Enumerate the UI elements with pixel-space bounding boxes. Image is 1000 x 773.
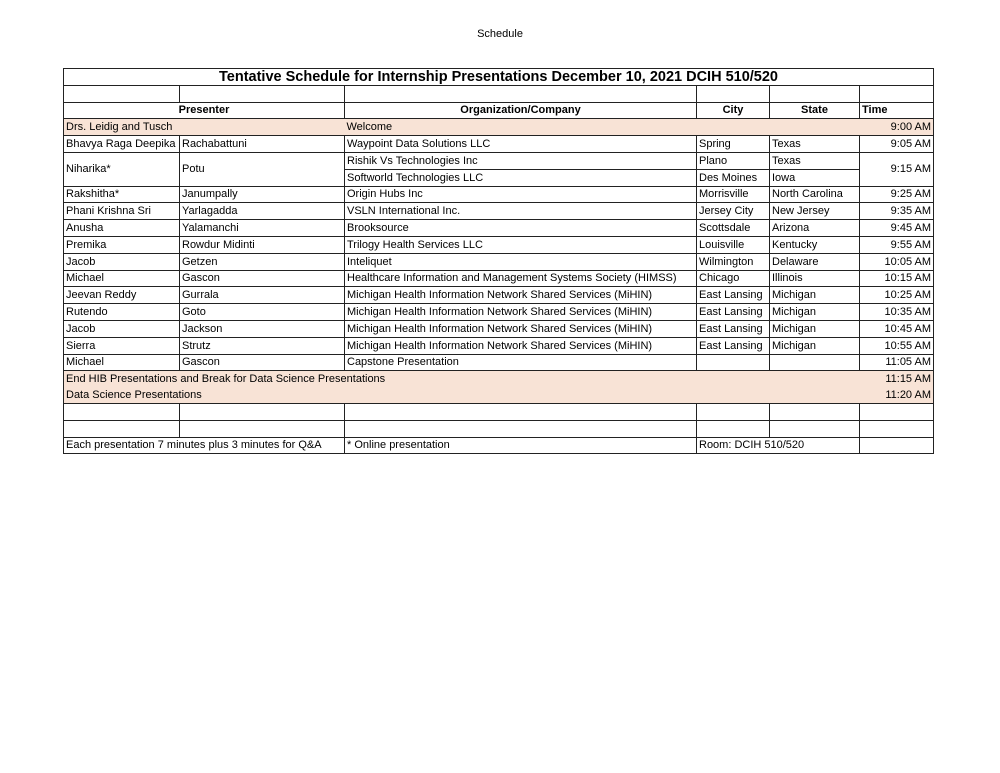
- organization: Michigan Health Information Network Shared Services (MiHIN): [345, 320, 697, 337]
- table-row: [64, 186, 934, 203]
- time: 9:35 AM: [860, 203, 934, 220]
- presenter-first-name: Anusha: [64, 220, 180, 237]
- presenter-first-name: Niharika*: [64, 152, 180, 186]
- table-row: [64, 220, 934, 237]
- presenter-first-name: Rakshitha*: [64, 186, 180, 203]
- presenter-last-name: Getzen: [180, 253, 345, 270]
- state: Michigan: [770, 304, 860, 321]
- city: Plano: [697, 152, 770, 169]
- presenter-last-name: Rowdur Midinti: [180, 236, 345, 253]
- presenter-first-name: Phani Krishna Sri: [64, 203, 180, 220]
- time: 9:05 AM: [860, 136, 934, 153]
- city: East Lansing: [697, 320, 770, 337]
- state: Illinois: [770, 270, 860, 287]
- city: [697, 354, 770, 371]
- state: North Carolina: [770, 186, 860, 203]
- organization: Rishik Vs Technologies Inc: [345, 152, 697, 169]
- col-header-state: State: [770, 102, 860, 119]
- presenter-first-name: Jeevan Reddy: [64, 287, 180, 304]
- state: Iowa: [770, 169, 860, 186]
- welcome-presenter: Drs. Leidig and Tusch: [64, 119, 345, 136]
- presenter-last-name: Gascon: [180, 354, 345, 371]
- table-row: [64, 354, 934, 371]
- state: Michigan: [770, 337, 860, 354]
- col-header-presenter: Presenter: [64, 102, 345, 119]
- welcome-row: [64, 119, 934, 136]
- presenter-first-name: Michael: [64, 354, 180, 371]
- table-row: [64, 337, 934, 354]
- organization: Michigan Health Information Network Shared Services (MiHIN): [345, 304, 697, 321]
- presenter-first-name: Jacob: [64, 253, 180, 270]
- welcome-time: 9:00 AM: [860, 119, 934, 136]
- page-header: Schedule: [477, 28, 523, 40]
- presenter-last-name: Strutz: [180, 337, 345, 354]
- table-row: [64, 152, 934, 169]
- table-row: [64, 270, 934, 287]
- break-row: [64, 371, 934, 387]
- presenter-last-name: Jackson: [180, 320, 345, 337]
- table-row: [64, 320, 934, 337]
- organization: Healthcare Information and Management Systems Society (HIMSS): [345, 270, 697, 287]
- presenter-first-name: Bhavya Raga Deepika: [64, 136, 180, 153]
- break-time: 11:15 AM: [860, 371, 934, 387]
- data-science-time: 11:20 AM: [860, 387, 934, 403]
- time: 10:35 AM: [860, 304, 934, 321]
- time: 10:15 AM: [860, 270, 934, 287]
- city: East Lansing: [697, 337, 770, 354]
- organization: VSLN International Inc.: [345, 203, 697, 220]
- table-row: [64, 304, 934, 321]
- presenter-first-name: Michael: [64, 270, 180, 287]
- table-title: Tentative Schedule for Internship Presentations December 10, 2021 DCIH 510/520: [64, 69, 934, 86]
- table-row: [64, 203, 934, 220]
- organization: Capstone Presentation: [345, 354, 697, 371]
- welcome-label: Welcome: [345, 119, 860, 136]
- footer-row: [64, 437, 934, 454]
- presenter-last-name: Yalamanchi: [180, 220, 345, 237]
- break-label: End HIB Presentations and Break for Data Science Presentations: [64, 371, 860, 387]
- time: 9:55 AM: [860, 236, 934, 253]
- presenter-last-name: Potu: [180, 152, 345, 186]
- col-header-organization: Organization/Company: [345, 102, 697, 119]
- organization: Softworld Technologies LLC: [345, 169, 697, 186]
- col-header-time: Time: [860, 102, 934, 119]
- presenter-last-name: Gascon: [180, 270, 345, 287]
- city: Spring: [697, 136, 770, 153]
- presenter-last-name: Gurrala: [180, 287, 345, 304]
- presenter-last-name: Yarlagadda: [180, 203, 345, 220]
- state: New Jersey: [770, 203, 860, 220]
- presenter-last-name: Rachabattuni: [180, 136, 345, 153]
- presenter-first-name: Rutendo: [64, 304, 180, 321]
- city: East Lansing: [697, 287, 770, 304]
- time: 10:45 AM: [860, 320, 934, 337]
- state: Michigan: [770, 320, 860, 337]
- city: Louisville: [697, 236, 770, 253]
- blank-row: [64, 85, 934, 102]
- table-row: [64, 253, 934, 270]
- footer-online-note: * Online presentation: [345, 437, 697, 454]
- time: 9:45 AM: [860, 220, 934, 237]
- footer-note: Each presentation 7 minutes plus 3 minutes for Q&A: [64, 437, 345, 454]
- presenter-first-name: Sierra: [64, 337, 180, 354]
- presenter-first-name: Premika: [64, 236, 180, 253]
- presenter-last-name: Goto: [180, 304, 345, 321]
- blank-row: [64, 403, 934, 420]
- data-science-row: [64, 387, 934, 403]
- time: 11:05 AM: [860, 354, 934, 371]
- organization: Michigan Health Information Network Shared Services (MiHIN): [345, 337, 697, 354]
- time: 9:15 AM: [860, 152, 934, 186]
- organization: Origin Hubs Inc: [345, 186, 697, 203]
- presenter-last-name: Janumpally: [180, 186, 345, 203]
- organization: Trilogy Health Services LLC: [345, 236, 697, 253]
- presenter-first-name: Jacob: [64, 320, 180, 337]
- title-row: [64, 69, 934, 86]
- footer-room: Room: DCIH 510/520: [697, 437, 860, 454]
- blank-row: [64, 420, 934, 437]
- header-row: [64, 102, 934, 119]
- col-header-city: City: [697, 102, 770, 119]
- table-row: [64, 236, 934, 253]
- table-row: [64, 287, 934, 304]
- city: Scottsdale: [697, 220, 770, 237]
- city: Des Moines: [697, 169, 770, 186]
- city: Chicago: [697, 270, 770, 287]
- time: 10:05 AM: [860, 253, 934, 270]
- time: 10:25 AM: [860, 287, 934, 304]
- organization: Brooksource: [345, 220, 697, 237]
- schedule-table: [63, 68, 934, 454]
- state: Kentucky: [770, 236, 860, 253]
- city: Jersey City: [697, 203, 770, 220]
- state: Arizona: [770, 220, 860, 237]
- time: 10:55 AM: [860, 337, 934, 354]
- city: Wilmington: [697, 253, 770, 270]
- organization: Inteliquet: [345, 253, 697, 270]
- table-row: [64, 136, 934, 153]
- state: Delaware: [770, 253, 860, 270]
- state: [770, 354, 860, 371]
- city: Morrisville: [697, 186, 770, 203]
- organization: Waypoint Data Solutions LLC: [345, 136, 697, 153]
- state: Texas: [770, 152, 860, 169]
- data-science-label: Data Science Presentations: [64, 387, 860, 403]
- time: 9:25 AM: [860, 186, 934, 203]
- organization: Michigan Health Information Network Shared Services (MiHIN): [345, 287, 697, 304]
- state: Michigan: [770, 287, 860, 304]
- city: East Lansing: [697, 304, 770, 321]
- state: Texas: [770, 136, 860, 153]
